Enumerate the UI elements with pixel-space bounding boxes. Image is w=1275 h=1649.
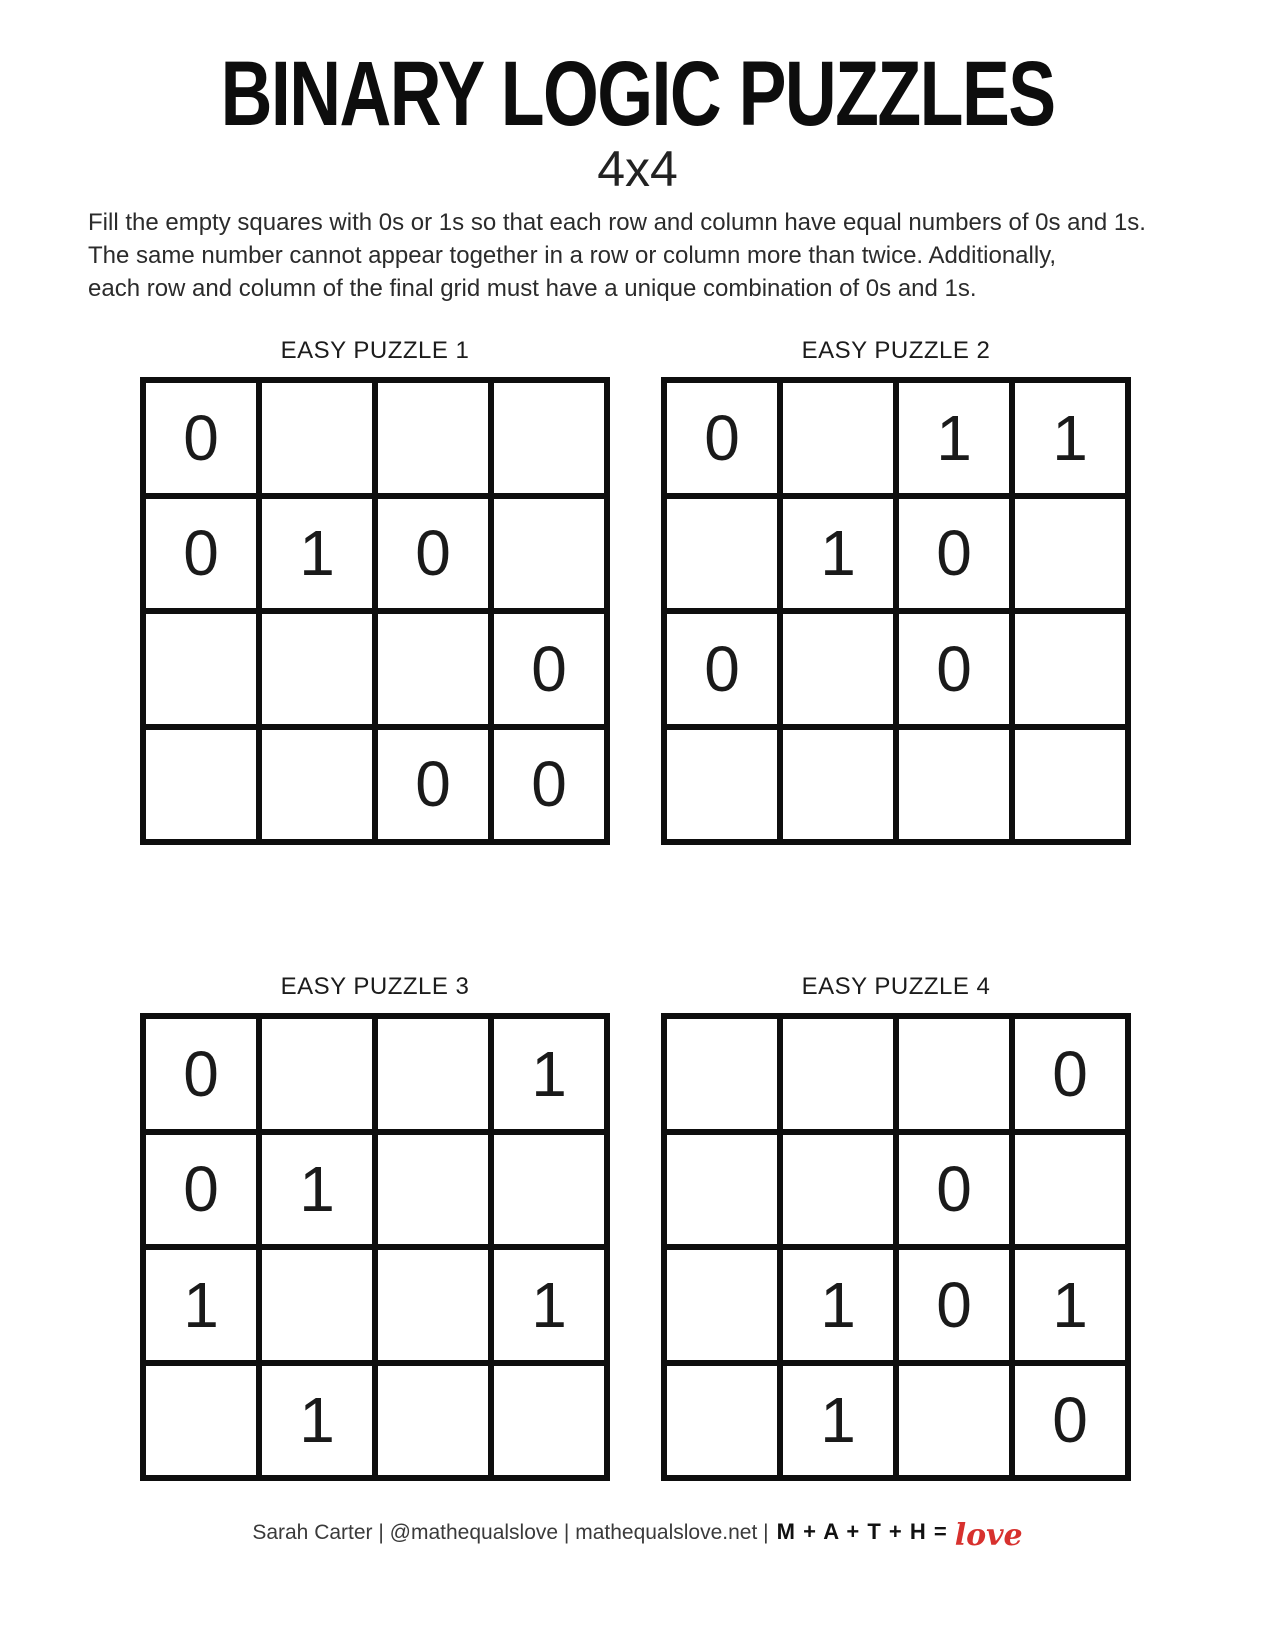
- grid-cell: 0: [899, 1135, 1009, 1245]
- puzzle-easy-3: [140, 972, 610, 1481]
- grid-cell: [378, 383, 488, 493]
- grid-cell: [262, 614, 372, 724]
- grid-cell: [378, 1250, 488, 1360]
- puzzle-easy-4: [661, 972, 1131, 1481]
- grid-cell: 1: [146, 1250, 256, 1360]
- grid-cell: 1: [262, 1366, 372, 1476]
- grid-cell: 0: [378, 730, 488, 840]
- grid-cell: [667, 1135, 777, 1245]
- grid-cell: [667, 1019, 777, 1129]
- grid-cell: [667, 730, 777, 840]
- grid-cell: [146, 730, 256, 840]
- love-script-text: love: [954, 1518, 1023, 1553]
- grid-cell: 0: [146, 499, 256, 609]
- puzzle-easy-2: [661, 336, 1131, 845]
- puzzle-grid: [140, 377, 610, 845]
- instructions: [88, 206, 1218, 305]
- credit-text: Sarah Carter | @mathequalslove | mathequalslove.net |: [252, 1521, 769, 1544]
- grid-cell: [899, 730, 1009, 840]
- grid-cell: 1: [262, 499, 372, 609]
- grid-cell: [494, 1135, 604, 1245]
- grid-cell: 0: [146, 383, 256, 493]
- grid-cell: [494, 383, 604, 493]
- grid-cell: 1: [783, 499, 893, 609]
- grid-cell: 0: [378, 499, 488, 609]
- puzzle-grid: [661, 1013, 1131, 1481]
- grid-cell: 1: [1015, 383, 1125, 493]
- grid-cell: 1: [494, 1250, 604, 1360]
- instructions-line-3: each row and column of the final grid must have a unique combination of 0s and 1s.: [88, 275, 977, 302]
- grid-cell: 1: [494, 1019, 604, 1129]
- grid-cell: 1: [783, 1366, 893, 1476]
- puzzle-grid: [661, 377, 1131, 845]
- grid-cell: [783, 730, 893, 840]
- grid-cell: [783, 1019, 893, 1129]
- grid-cell: [262, 1250, 372, 1360]
- grid-cell: 1: [262, 1135, 372, 1245]
- grid-cell: [1015, 1135, 1125, 1245]
- grid-cell: 0: [146, 1135, 256, 1245]
- grid-cell: 1: [783, 1250, 893, 1360]
- page-title-text: BINARY LOGIC PUZZLES: [220, 43, 1055, 145]
- grid-cell: 0: [899, 1250, 1009, 1360]
- puzzle-easy-1: [140, 336, 610, 845]
- puzzle-title: EASY PUZZLE 3: [280, 973, 470, 1000]
- grid-cell: [667, 499, 777, 609]
- page-title: [0, 42, 1275, 147]
- grid-cell: 0: [494, 614, 604, 724]
- puzzle-title: EASY PUZZLE 4: [801, 973, 991, 1000]
- grid-cell: [667, 1366, 777, 1476]
- puzzle-title: EASY PUZZLE 1: [280, 337, 470, 364]
- grid-cell: 0: [146, 1019, 256, 1129]
- math-equation-text: M + A + T + H =: [776, 1519, 948, 1544]
- grid-cell: [146, 1366, 256, 1476]
- grid-cell: [899, 1366, 1009, 1476]
- grid-cell: 0: [1015, 1366, 1125, 1476]
- grid-cell: [378, 1019, 488, 1129]
- grid-cell: [146, 614, 256, 724]
- grid-cell: [667, 1250, 777, 1360]
- grid-cell: 0: [494, 730, 604, 840]
- grid-cell: [494, 499, 604, 609]
- grid-cell: 0: [667, 614, 777, 724]
- grid-cell: [262, 730, 372, 840]
- grid-cell: [899, 1019, 1009, 1129]
- grid-cell: [783, 383, 893, 493]
- page-subtitle: 4x4: [597, 141, 678, 197]
- grid-cell: 0: [899, 499, 1009, 609]
- grid-cell: [1015, 499, 1125, 609]
- grid-cell: [262, 383, 372, 493]
- grid-cell: [494, 1366, 604, 1476]
- grid-cell: [262, 1019, 372, 1129]
- grid-cell: 0: [899, 614, 1009, 724]
- grid-cell: [378, 1366, 488, 1476]
- grid-cell: [783, 614, 893, 724]
- grid-cell: 1: [1015, 1250, 1125, 1360]
- grid-cell: [378, 614, 488, 724]
- grid-cell: [1015, 614, 1125, 724]
- instructions-line-2: The same number cannot appear together in a row or column more than twice. Additionally,: [88, 242, 1057, 269]
- puzzle-grid: [140, 1013, 610, 1481]
- grid-cell: [1015, 730, 1125, 840]
- footer-credit: [0, 1518, 1275, 1553]
- instructions-line-1: Fill the empty squares with 0s or 1s so that each row and column have equal numbers of 0s and 1s.: [88, 209, 1146, 236]
- grid-cell: 1: [899, 383, 1009, 493]
- grid-cell: [783, 1135, 893, 1245]
- grid-cell: 0: [1015, 1019, 1125, 1129]
- grid-cell: 0: [667, 383, 777, 493]
- grid-cell: [378, 1135, 488, 1245]
- puzzle-title: EASY PUZZLE 2: [801, 337, 991, 364]
